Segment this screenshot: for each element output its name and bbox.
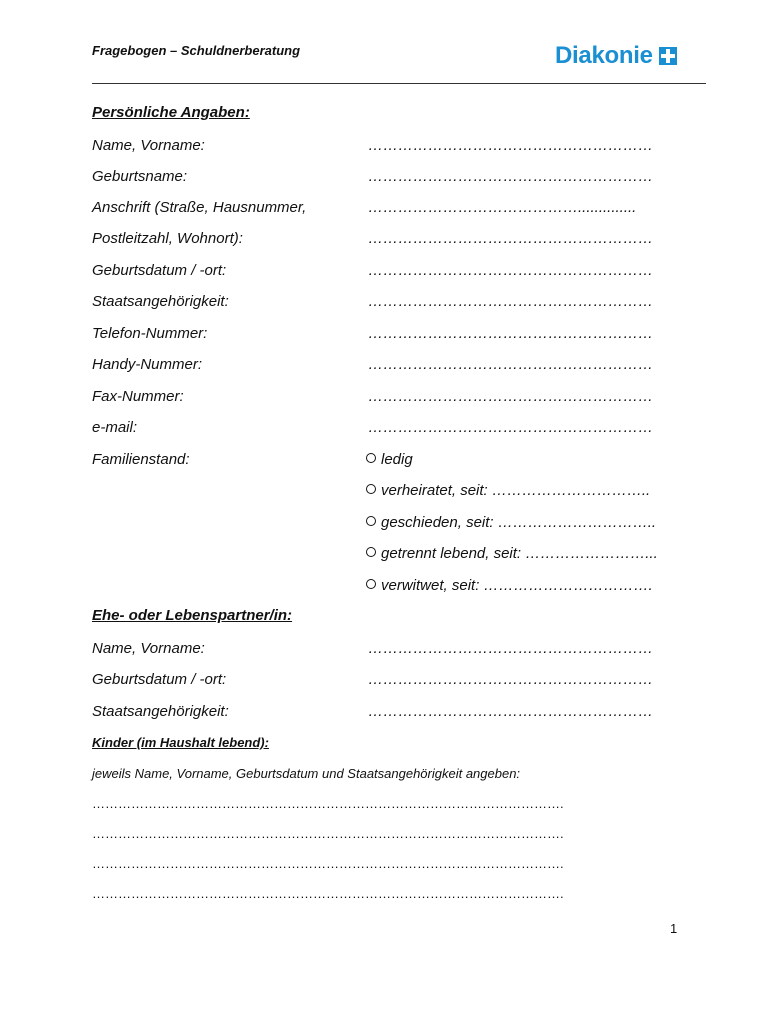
field-blank[interactable]: ………………………………………………… (368, 356, 653, 373)
field-birth-name[interactable] (92, 168, 682, 188)
field-blank[interactable]: ………………………………………………… (368, 671, 653, 688)
field-email[interactable] (92, 419, 682, 439)
field-blank[interactable]: ………………………………………………… (368, 230, 653, 247)
option-label: ledig (381, 451, 413, 468)
field-label: Familienstand: (92, 451, 190, 468)
marital-option-single[interactable] (366, 451, 413, 468)
children-line-3[interactable]: ………………………………………………………………………………………………. (92, 856, 564, 871)
field-blank[interactable]: ………………………………………………… (368, 419, 653, 436)
field-phone[interactable] (92, 325, 682, 345)
field-name[interactable] (92, 137, 682, 157)
field-label: Staatsangehörigkeit: (92, 293, 229, 310)
marital-option-married[interactable] (366, 482, 650, 499)
option-label: verwitwet, seit: ……………………………. (381, 577, 653, 594)
field-blank[interactable]: ………………………………………………… (368, 137, 653, 154)
field-blank[interactable]: ………………………………………………… (368, 293, 653, 310)
header-divider (92, 83, 706, 84)
field-blank[interactable]: ………………………………………………… (368, 262, 653, 279)
marital-option-divorced[interactable] (366, 514, 656, 531)
field-birth-date-place[interactable] (92, 262, 682, 282)
field-label: Name, Vorname: (92, 640, 205, 657)
field-nationality[interactable] (92, 293, 682, 313)
field-label: Anschrift (Straße, Hausnummer, (92, 199, 307, 216)
partner-field-name[interactable] (92, 640, 682, 660)
field-label: Postleitzahl, Wohnort): (92, 230, 243, 247)
marital-option-separated[interactable] (366, 545, 658, 562)
radio-circle-icon[interactable] (366, 453, 376, 463)
section-partner-heading: Ehe- oder Lebenspartner/in: (92, 607, 293, 624)
field-label: Geburtsdatum / -ort: (92, 671, 227, 688)
children-instruction: jeweils Name, Vorname, Geburtsdatum und Staatsangehörigkeit angeben: (92, 766, 521, 781)
option-label: getrennt lebend, seit: ……………………... (381, 545, 658, 562)
field-label: Name, Vorname: (92, 137, 205, 154)
page-number: 1 (670, 921, 678, 936)
document-title: Fragebogen – Schuldnerberatung (92, 43, 301, 58)
section-children-heading: Kinder (im Haushalt lebend): (92, 735, 269, 750)
field-label: Geburtsname: (92, 168, 188, 185)
partner-field-nationality[interactable] (92, 703, 682, 723)
field-address[interactable] (92, 199, 682, 219)
logo-text: Diakonie (555, 42, 653, 69)
section-personal-heading: Persönliche Angaben: (92, 104, 250, 121)
field-blank[interactable]: ………………………………………………… (368, 325, 653, 342)
field-label: Fax-Nummer: (92, 388, 184, 405)
radio-circle-icon[interactable] (366, 484, 376, 494)
field-blank[interactable]: ………………………………………………… (368, 388, 653, 405)
field-label: Geburtsdatum / -ort: (92, 262, 227, 279)
option-label: geschieden, seit: ………………………….. (381, 514, 657, 531)
children-line-1[interactable]: ………………………………………………………………………………………………. (92, 796, 564, 811)
option-label: verheiratet, seit: ………………………….. (381, 482, 651, 499)
field-label: Staatsangehörigkeit: (92, 703, 229, 720)
field-fax[interactable] (92, 388, 682, 408)
field-blank[interactable]: ………………………………………………… (368, 703, 653, 720)
field-label: Handy-Nummer: (92, 356, 203, 373)
marital-option-widowed[interactable] (366, 577, 653, 594)
field-blank[interactable]: ………………………………………………… (368, 640, 653, 657)
children-line-4[interactable]: ………………………………………………………………………………………………. (92, 886, 564, 901)
field-blank[interactable]: ………………………………………………… (368, 168, 653, 185)
radio-circle-icon[interactable] (366, 579, 376, 589)
field-label: e-mail: (92, 419, 138, 436)
diakonie-logo (555, 42, 677, 70)
field-postcode-city[interactable] (92, 230, 682, 250)
field-blank[interactable]: …………………………………….............. (368, 199, 637, 216)
field-label: Telefon-Nummer: (92, 325, 208, 342)
partner-field-birth-date-place[interactable] (92, 671, 682, 691)
children-line-2[interactable]: ………………………………………………………………………………………………. (92, 826, 564, 841)
diakonie-cross-icon (659, 47, 677, 65)
radio-circle-icon[interactable] (366, 547, 376, 557)
radio-circle-icon[interactable] (366, 516, 376, 526)
field-mobile[interactable] (92, 356, 682, 376)
